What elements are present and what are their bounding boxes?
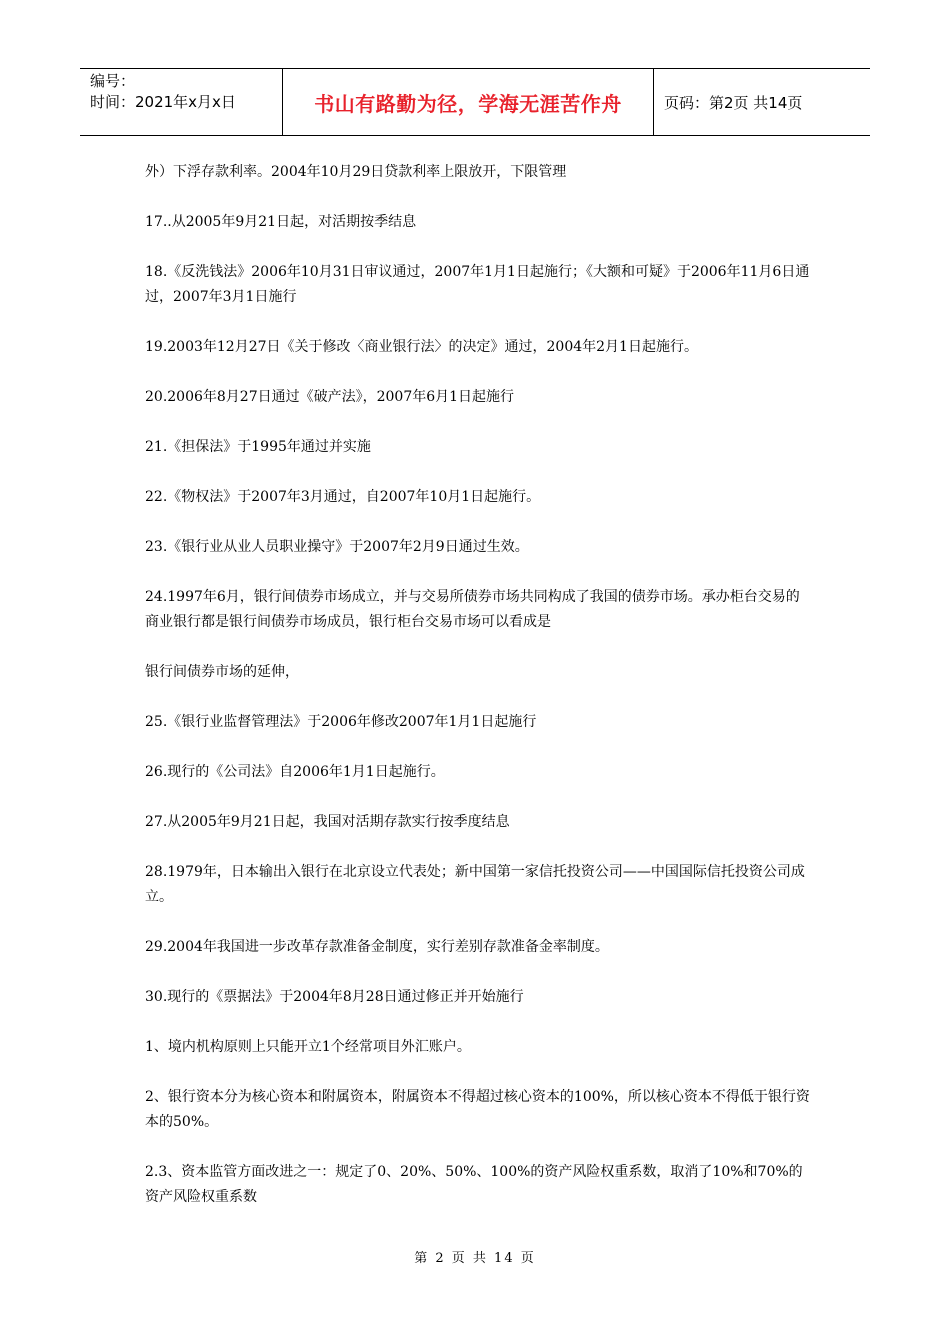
paragraph: 2、银行资本分为核心资本和附属资本，附属资本不得超过核心资本的100%，所以核心资本不得低于银行资本的50%。 xyxy=(145,1089,810,1130)
paragraph: 29.2004年我国进一步改革存款准备金制度，实行差别存款准备金率制度。 xyxy=(145,939,609,955)
document-time-label: 时间：2021年x月x日 xyxy=(90,93,236,111)
paragraph: 18.《反洗钱法》2006年10月31日审议通过，2007年1月1日起施行；《大额和可疑》于2006年11月6日通过，2007年3月1日施行 xyxy=(145,264,810,305)
paragraph: 30.现行的《票据法》于2004年8月28日通过修正并开始施行 xyxy=(145,989,524,1005)
paragraph: 20.2006年8月27日通过《破产法》，2007年6月1日起施行 xyxy=(145,389,515,405)
paragraph: 26.现行的《公司法》自2006年1月1日起施行。 xyxy=(145,764,445,780)
paragraph: 22.《物权法》于2007年3月通过，自2007年10月1日起施行。 xyxy=(145,489,541,505)
paragraph: 25.《银行业监督管理法》于2006年修改2007年1月1日起施行 xyxy=(145,714,537,730)
paragraph: 1、境内机构原则上只能开立1个经常项目外汇账户。 xyxy=(145,1039,471,1055)
paragraph: 17..从2005年9月21日起，对活期按季结息 xyxy=(145,214,417,230)
paragraph: 19.2003年12月27日《关于修改〈商业银行法〉的决定》通过，2004年2月1日起施行。 xyxy=(145,339,698,355)
header-page-info: 页码：第2页 共14页 xyxy=(664,93,803,112)
paragraph: 27.从2005年9月21日起，我国对活期存款实行按季度结息 xyxy=(145,814,510,830)
paragraph: 28.1979年，日本输出入银行在北京设立代表处；新中国第一家信托投资公司——中国国际信托投资公司成立。 xyxy=(145,864,805,905)
document-number-label: 编号： xyxy=(90,72,136,90)
header-meta xyxy=(80,69,282,135)
paragraph: 银行间债券市场的延伸， xyxy=(145,664,299,680)
header-motto: 书山有路勤为径，学海无涯苦作舟 xyxy=(282,69,654,135)
paragraph: 外）下浮存款利率。2004年10月29日贷款利率上限放开，下限管理 xyxy=(145,164,567,180)
paragraph: 21.《担保法》于1995年通过并实施 xyxy=(145,439,371,455)
page-footer: 第 2 页 共 14 页 xyxy=(414,1251,536,1266)
paragraph: 24.1997年6月，银行间债券市场成立，并与交易所债券市场共同构成了我国的债券市场。承办柜台交易的商业银行都是银行间债券市场成员，银行柜台交易市场可以看成是 xyxy=(145,589,800,630)
paragraph: 2.3、资本监管方面改进之一：规定了0、20%、50%、100%的资产风险权重系数，取消了10%和70%的资产风险权重系数 xyxy=(145,1164,803,1205)
document-header xyxy=(80,68,870,136)
document-body xyxy=(145,160,810,1235)
paragraph: 23.《银行业从业人员职业操守》于2007年2月9日通过生效。 xyxy=(145,539,529,555)
